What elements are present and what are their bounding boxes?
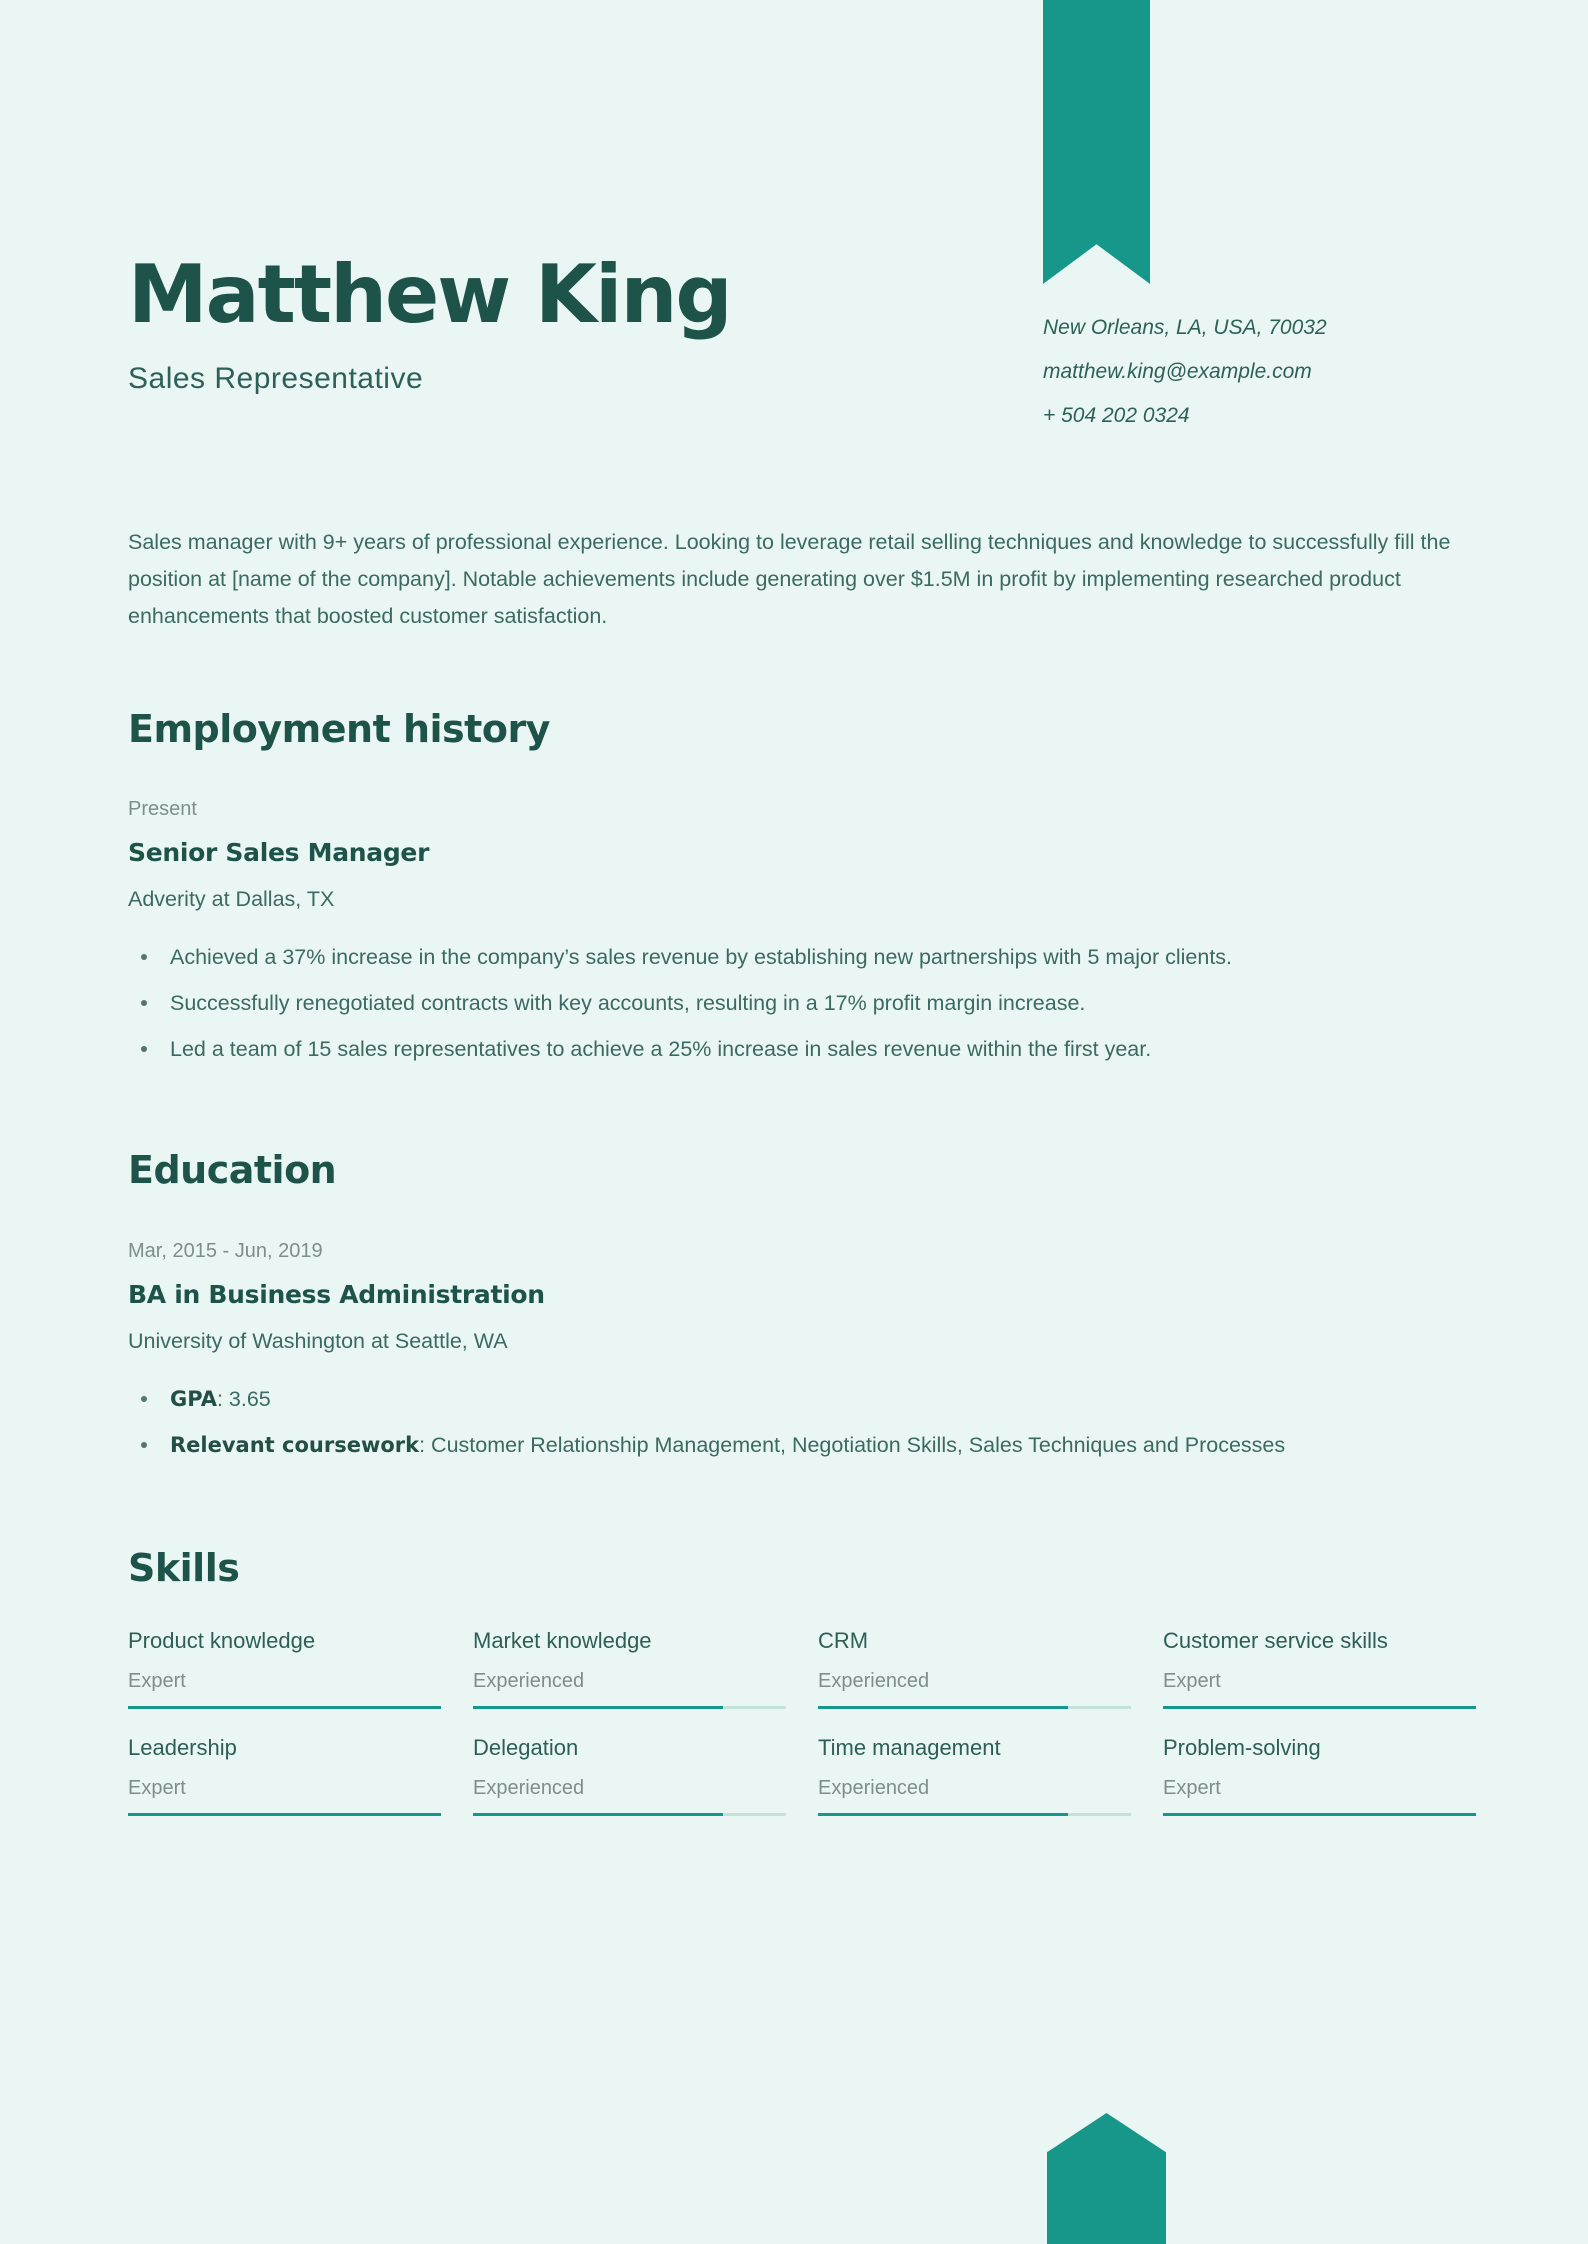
skills-heading: Skills [128, 1546, 240, 1591]
skill-name: Product knowledge [128, 1627, 316, 1653]
skill-name: Customer service skills [1163, 1627, 1388, 1653]
employment-role: Senior Sales Manager [128, 838, 430, 868]
employment-bullets [128, 945, 1496, 1062]
skill-level: Experienced [818, 1669, 930, 1692]
skill-item [473, 1628, 786, 1709]
candidate-name: Matthew King [128, 248, 731, 341]
skill-progress-fill [473, 1813, 723, 1816]
skill-item [1163, 1628, 1476, 1709]
education-bullet-label: GPA [170, 1387, 217, 1412]
skill-level: Expert [1163, 1669, 1221, 1692]
education-bullet-label: Relevant coursework [170, 1433, 420, 1458]
education-section [128, 1150, 1496, 1458]
employment-period: Present [128, 798, 197, 821]
contact-block [1043, 306, 1327, 438]
education-bullet-text: : 3.65 [216, 1387, 271, 1412]
skill-progress-fill [818, 1706, 1068, 1709]
education-school: University of Washington at Seattle, WA [128, 1329, 508, 1354]
education-bullets [128, 1387, 1496, 1458]
bookmark-ribbon-icon [1043, 0, 1150, 284]
skill-level: Experienced [473, 1669, 585, 1692]
skill-item [818, 1735, 1131, 1816]
skill-name: Time management [818, 1734, 1001, 1760]
skill-level: Experienced [818, 1776, 930, 1799]
contact-phone: + 504 202 0324 [1043, 404, 1190, 427]
skill-item [1163, 1735, 1476, 1816]
skill-progress-bar [1163, 1706, 1476, 1709]
education-degree: BA in Business Administration [128, 1280, 545, 1310]
skill-level: Expert [1163, 1776, 1221, 1799]
skill-item [128, 1735, 441, 1816]
employment-bullet: Achieved a 37% increase in the company’s sales revenue by establishing new partnerships with 5 major clients. [128, 945, 1496, 970]
skill-progress-bar [473, 1706, 786, 1709]
skills-grid [128, 1628, 1476, 1816]
skill-name: Delegation [473, 1734, 579, 1760]
employment-heading: Employment history [128, 706, 550, 751]
education-heading: Education [128, 1148, 337, 1193]
contact-email: matthew.king@example.com [1043, 360, 1312, 383]
education-period: Mar, 2015 - Jun, 2019 [128, 1240, 323, 1263]
skill-progress-bar [1163, 1813, 1476, 1816]
candidate-job-title: Sales Representative [128, 361, 424, 395]
skill-progress-bar [818, 1813, 1131, 1816]
skill-progress-bar [128, 1813, 441, 1816]
skill-progress-fill [128, 1706, 441, 1709]
skill-level: Expert [128, 1669, 186, 1692]
skill-level: Experienced [473, 1776, 585, 1799]
skill-name: Leadership [128, 1734, 237, 1760]
education-bullet-text: : Customer Relationship Management, Negotiation Skills, Sales Techniques and Processes [419, 1433, 1286, 1458]
education-bullet [128, 1433, 1496, 1458]
employment-bullet: Led a team of 15 sales representatives to achieve a 25% increase in sales revenue within the first year. [128, 1037, 1496, 1062]
skill-name: Problem-solving [1163, 1734, 1321, 1760]
profile-summary: Sales manager with 9+ years of professional experience. Looking to leverage retail selling techniques and knowledge to successfully fill the position at [name of the company]. Notable achievements include generating over $1.5M in profit by implementing researched product enhancements that boosted customer satisfaction. [128, 529, 1451, 628]
education-bullet [128, 1387, 1496, 1412]
employment-bullet: Successfully renegotiated contracts with key accounts, resulting in a 17% profit margin increase. [128, 991, 1496, 1016]
skill-name: CRM [818, 1627, 869, 1653]
skill-name: Market knowledge [473, 1627, 652, 1653]
skill-progress-fill [128, 1813, 441, 1816]
skill-progress-fill [818, 1813, 1068, 1816]
skill-item [128, 1628, 441, 1709]
employment-organization: Adverity at Dallas, TX [128, 887, 335, 912]
skill-item [473, 1735, 786, 1816]
contact-address: New Orleans, LA, USA, 70032 [1043, 316, 1327, 339]
employment-section [128, 706, 1496, 1063]
skill-item [818, 1628, 1131, 1709]
skill-level: Expert [128, 1776, 186, 1799]
skill-progress-bar [128, 1706, 441, 1709]
skill-progress-fill [1163, 1706, 1476, 1709]
skill-progress-fill [473, 1706, 723, 1709]
bottom-arrow-icon [1047, 2113, 1166, 2244]
skill-progress-bar [473, 1813, 786, 1816]
skill-progress-bar [818, 1706, 1131, 1709]
skill-progress-fill [1163, 1813, 1476, 1816]
skills-section [128, 1548, 1496, 1816]
